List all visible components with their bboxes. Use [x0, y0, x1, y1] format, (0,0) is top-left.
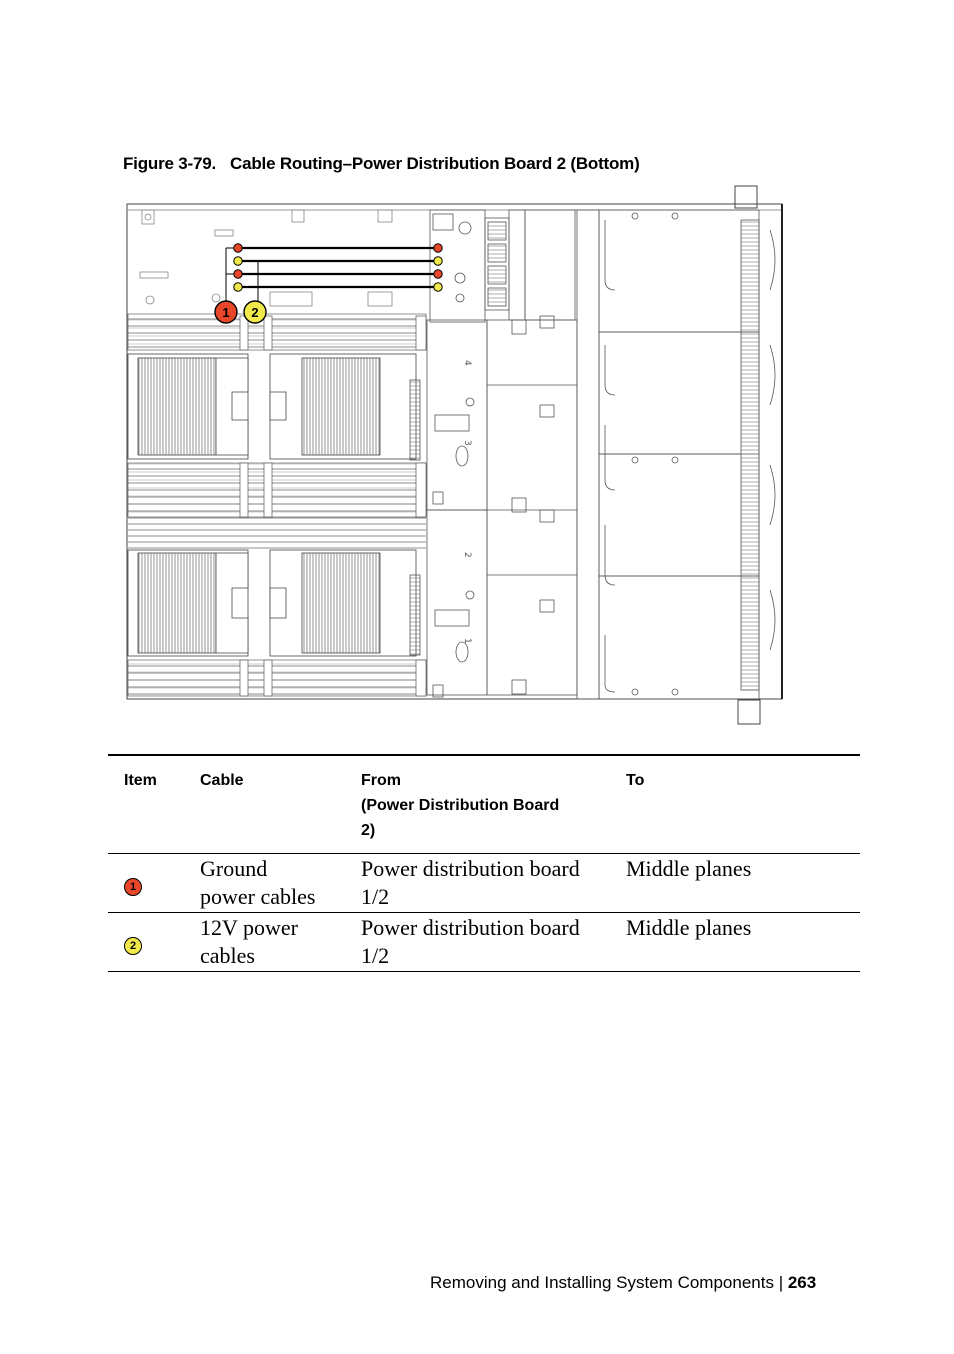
cpu-heatsink-1 — [128, 354, 248, 459]
cpu-heatsink-3 — [128, 550, 248, 656]
header-from-line1: From — [361, 772, 401, 789]
table-row — [108, 854, 860, 913]
item-cell — [108, 913, 194, 972]
header-item: Item — [108, 755, 194, 854]
cable-leaders — [226, 248, 258, 308]
item-cell — [108, 854, 194, 913]
cpu-heatsink-4 — [270, 550, 416, 656]
page-footer — [430, 1273, 816, 1293]
header-cable: Cable — [194, 755, 355, 854]
cpu-heatsink-2 — [270, 354, 416, 459]
from-line1: Power distribution board — [361, 856, 580, 881]
table-header-row — [108, 755, 860, 854]
cable-cell — [194, 913, 355, 972]
from-cell — [355, 913, 620, 972]
svg-text:1: 1 — [462, 638, 472, 644]
callout-1-label: 1 — [222, 305, 230, 320]
footer-separator: | — [778, 1273, 784, 1292]
table-row — [108, 913, 860, 972]
svg-text:2: 2 — [462, 552, 472, 558]
header-from — [355, 755, 620, 854]
svg-text:3: 3 — [462, 440, 472, 446]
callout-badge-1: 1 — [124, 878, 142, 896]
callout-badge-2: 2 — [124, 937, 142, 955]
cable-line1: Ground — [200, 856, 268, 881]
callout-2 — [244, 301, 266, 323]
figure-number: Figure 3-79. — [123, 154, 217, 173]
connector-strip — [410, 380, 443, 697]
page-number: 263 — [787, 1273, 817, 1292]
to-cell: Middle planes — [620, 913, 860, 972]
middle-plane-assembly — [427, 316, 577, 695]
cable-line2: power cables — [200, 884, 316, 909]
header-from-line2: (Power Distribution Board — [361, 797, 560, 814]
cable-line1: 12V power — [200, 915, 298, 940]
figure-title: Cable Routing–Power Distribution Board 2 (Bottom) — [230, 154, 640, 173]
callout-2-label: 2 — [251, 305, 259, 320]
cable-cell — [194, 854, 355, 913]
from-line1: Power distribution board — [361, 915, 580, 940]
footer-section-title: Removing and Installing System Components — [430, 1273, 774, 1292]
from-cell — [355, 854, 620, 913]
header-to: To — [620, 755, 860, 854]
from-line2: 1/2 — [361, 943, 390, 968]
power-distribution-board — [430, 210, 575, 322]
figure-caption — [123, 154, 640, 174]
drive-bays — [577, 210, 775, 699]
cable-line2: cables — [200, 943, 255, 968]
header-from-line3: 2) — [361, 822, 376, 839]
from-line2: 1/2 — [361, 884, 390, 909]
to-cell: Middle planes — [620, 854, 860, 913]
cable-table — [108, 754, 860, 972]
motherboard-top-area — [140, 210, 392, 306]
cable-routing-diagram — [120, 180, 792, 732]
svg-text:4: 4 — [462, 360, 472, 366]
cable-connectors — [234, 244, 442, 291]
callout-1 — [215, 301, 237, 323]
